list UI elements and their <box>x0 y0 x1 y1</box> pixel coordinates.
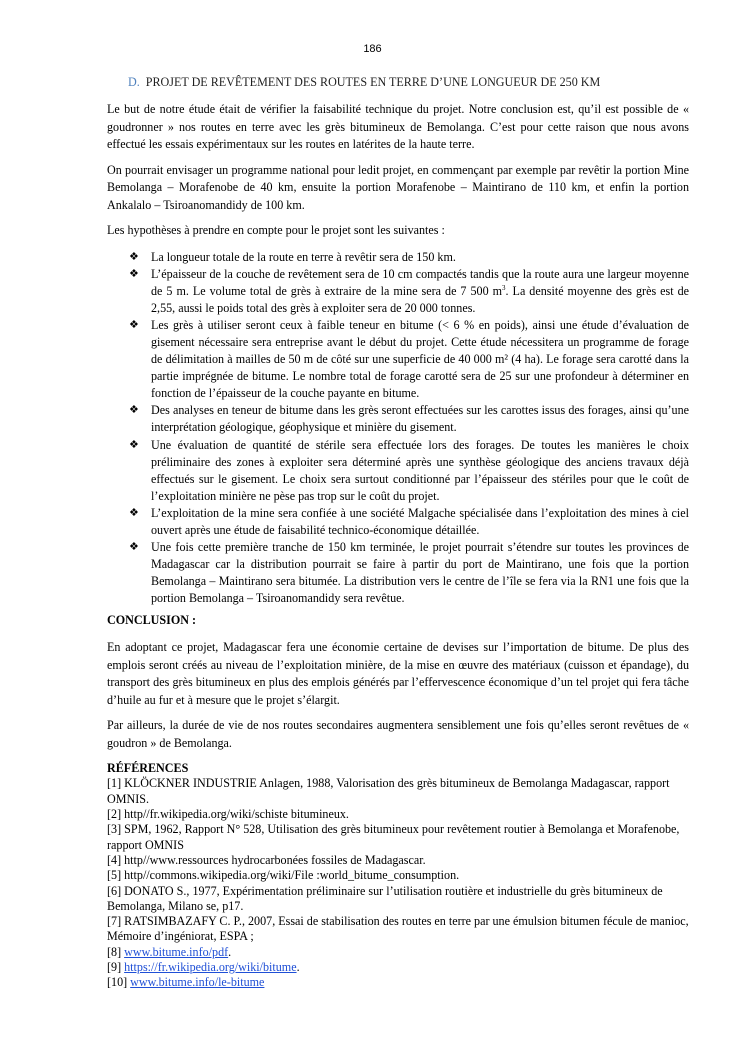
reference-link[interactable]: www.bitume.info/le-bitume <box>130 975 265 990</box>
diamond-bullet-icon: ❖ <box>129 541 139 554</box>
reference-link[interactable]: https://fr.wikipedia.org/wiki/bitume <box>124 960 297 975</box>
list-item-text: L’exploitation de la mine sera confiée à une société Malgache spécialisée dans l’exploitation des mines à ciel ouvert après une étude de faisabilité technico-économique détaillée. <box>151 505 689 537</box>
hypotheses-intro: Les hypothèses à prendre en compte pour le projet sont les suivantes : <box>107 223 445 237</box>
page-content <box>107 74 689 991</box>
reference-item: [5] http//commons.wikipedia.org/wiki/File :world_bitume_consumption. <box>107 868 460 883</box>
reference-number: [10] <box>107 975 131 990</box>
diamond-bullet-icon: ❖ <box>129 267 139 280</box>
list-item-text: . La densité moyenne des grès est de 2,55, aussi le poids total des grès à exploiter sera de 20 000 tonnes. <box>151 283 689 315</box>
reference-item: [4] http//www.ressources hydrocarbonées fossiles de Madagascar. <box>107 852 426 867</box>
section-heading <box>128 74 689 90</box>
conclusion-heading: CONCLUSION : <box>107 613 197 628</box>
reference-punct: . <box>296 960 300 975</box>
list-item <box>107 317 689 402</box>
list-item-text: L’épaisseur de la couche de revêtement sera de 10 cm compactés tandis que la route aura une largeur moyenne de 5 m. Le volume total de grès à extraire de la mine sera de 7 500 m <box>151 266 689 298</box>
section-letter: D. <box>128 75 140 89</box>
references-heading: RÉFÉRENCES <box>107 761 189 776</box>
program-paragraph: On pourrait envisager un programme national pour ledit projet, en commençant par exemple par revêtir la portion Mine Bemolanga – Morafenobe de 40 km, ensuite la portion Morafenobe – Maintirano de 110 km, et enfin la portion Ankalalo – Tsiroanomandidy de 100 km. <box>107 162 689 212</box>
list-item <box>107 539 689 607</box>
list-item-text: Une évaluation de quantité de stérile sera effectuée lors des forages. De toutes les manières le choix préliminaire des zones à exploiter sera déterminé après une synthèse géologique des anciens travaux déjà effectués sur le gisement. Le choix sera surtout conditionné par l’épaisseur des stériles pour que le coût de l’exploitation minière ne pèse pas trop sur le coût du projet. <box>151 437 689 503</box>
reference-item <box>107 945 689 960</box>
reference-number: [8] <box>107 944 125 959</box>
diamond-bullet-icon: ❖ <box>129 318 139 331</box>
reference-item: [1] KLÖCKNER INDUSTRIE Anlagen, 1988, Valorisation des grès bitumineux de Bemolanga Madagascar, rapport OMNIS. <box>107 776 670 806</box>
list-item-text: Une fois cette première tranche de 150 km terminée, le projet pourrait s’étendre sur toutes les provinces de Madagascar car la distribution pourrait se faire à partir du port de Maintirano, une fois que la portion Bemolanga – Maintirano sera bitumée. La distribution vers le centre de l’île se fera via la RN1 une fois que la portion Bemolanga – Tsiroanomandidy sera revêtue. <box>151 540 689 606</box>
reference-item: [6] DONATO S., 1977, Expérimentation préliminaire sur l’utilisation routière et industrielle du grès bitumineux de Bemolanga, Milano se, p17. <box>107 883 663 913</box>
conclusion-paragraph: En adoptant ce projet, Madagascar fera une économie certaine de devises sur l’importation de bitume. De plus des emplois seront créés au niveau de l’exploitation minière, de la mise en œuvre des matériaux (cuisson et épandage), du transport des grès bitumineux en plus des emplois générés par l’effervescence économique d’un tel projet qui fera tâche d’huile au fur et à mesure que le projet s’élargit. <box>107 640 689 707</box>
reference-link[interactable]: www.bitume.info/pdf <box>124 944 229 959</box>
diamond-bullet-icon: ❖ <box>129 404 139 417</box>
diamond-bullet-icon: ❖ <box>129 438 139 451</box>
page-number: 186 <box>363 43 382 55</box>
diamond-bullet-icon: ❖ <box>129 506 139 519</box>
reference-item <box>107 975 689 990</box>
reference-number: [9] <box>107 960 125 975</box>
reference-item: [3] SPM, 1962, Rapport N° 528, Utilisation des grès bitumineux pour revêtement routier à Bemolanga et Morafenobe, rapport OMNIS <box>107 822 680 852</box>
section-title: PROJET DE REVÊTEMENT DES ROUTES EN TERRE D’UNE LONGUEUR DE 250 KM <box>145 75 601 89</box>
reference-item: [2] http//fr.wikipedia.org/wiki/schiste bitumineux. <box>107 807 349 822</box>
list-item-text: Les grès à utiliser seront ceux à faible teneur en bitume (< 6 % en poids), ainsi une étude d’évaluation de gisement nécessaire sera entreprise avant le début du projet. Cette étude nécessitera un programme de forage de délimitation à mailles de 50 m de côté sur une superficie de 40 000 m² (4 ha). Le forage sera carotté dans la partie imprégnée de bitume. Le nombre total de forage carotté sera de 25 sur une profondeur à déterminer en fonction de l’épaisseur de la couche payante en bitume. <box>151 317 689 401</box>
superscript: 3 <box>502 283 506 292</box>
list-item <box>107 402 689 436</box>
intro-paragraph: Le but de notre étude était de vérifier la faisabilité technique du projet. Notre conclusion est, qu’il est possible de « goudronner » nos routes en terre avec les grès bitumineux de Bemolanga. C’est pour cette raison que nous avons effectué les essais expérimentaux sur les routes en latérites de la haute terre. <box>107 102 689 151</box>
list-item <box>107 266 689 317</box>
diamond-bullet-icon: ❖ <box>129 250 139 263</box>
list-item-text: Des analyses en teneur de bitume dans les grès seront effectuées sur les carottes issus des forages, ainsi qu’une interprétation géologique, géophysique et minière du gisement. <box>151 403 689 435</box>
conclusion-paragraph: Par ailleurs, la durée de vie de nos routes secondaires augmentera sensiblement une fois qu’elles seront revêtues de « goudron » de Bemolanga. <box>107 718 689 750</box>
reference-punct: . <box>228 944 232 959</box>
list-item <box>107 505 689 539</box>
reference-item <box>107 960 689 975</box>
hypotheses-list <box>107 249 689 608</box>
reference-item: [7] RATSIMBAZAFY C. P., 2007, Essai de stabilisation des routes en terre par une émulsion bitumen fécule de manioc, Mémoire d’ingéniorat, ESPA ; <box>107 914 689 944</box>
list-item <box>107 249 689 266</box>
list-item-text: La longueur totale de la route en terre à revêtir sera de 150 km. <box>151 249 456 264</box>
list-item <box>107 437 689 505</box>
